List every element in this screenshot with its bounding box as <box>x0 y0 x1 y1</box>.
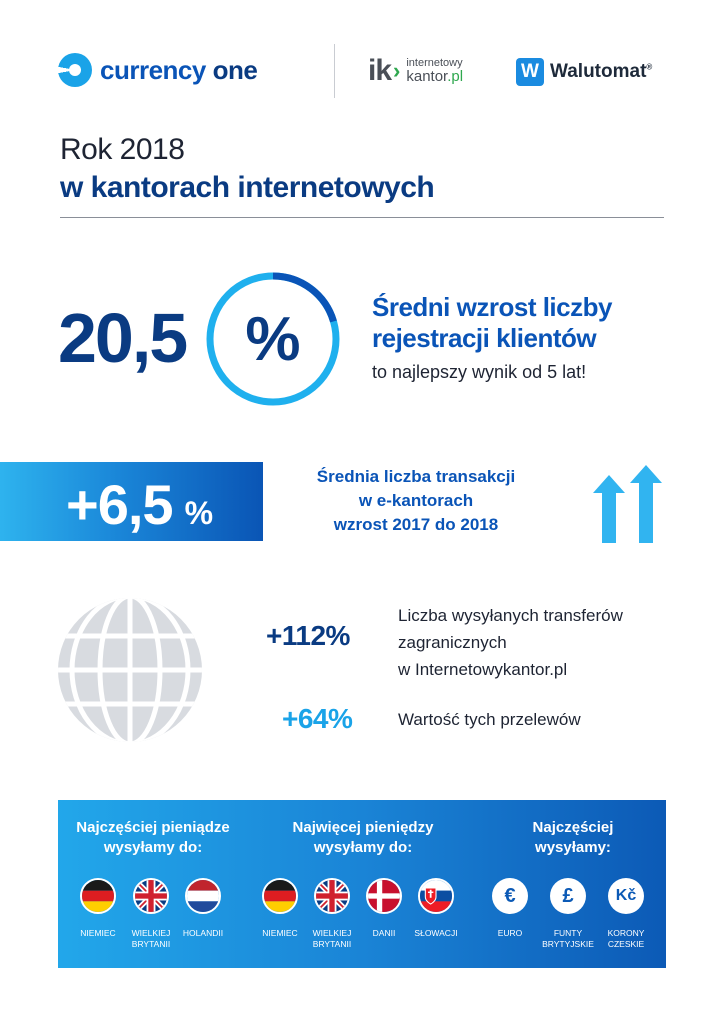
title-divider <box>60 217 664 218</box>
pound-icon: £ <box>550 878 586 914</box>
label-wielkiej-brytanii-2: WIELKIEJ BRYTANII <box>312 928 352 949</box>
ik-mark: ik <box>368 54 392 87</box>
transfer-value-growth-text: Wartość tych przelewów <box>398 710 581 729</box>
label-slowacji: SŁOWACJI <box>414 928 458 938</box>
col1-heading: Najczęściej pieniądze wysyłamy do: <box>76 819 230 856</box>
transfers-growth-value: +112% <box>266 620 350 651</box>
walutomat-icon: W <box>516 58 544 86</box>
label-danii: DANII <box>372 928 396 938</box>
koruna-icon: Kč <box>608 878 644 914</box>
header-divider <box>334 44 335 98</box>
uk-flag-icon <box>314 878 350 914</box>
label-niemiec-1: NIEMIEC <box>80 928 116 938</box>
page-title-year: Rok 2018 <box>60 133 185 166</box>
currency-one-logo <box>58 50 257 90</box>
walutomat-logo <box>516 58 652 86</box>
internetowy-kantor-logo: ik › internetowy kantor.pl <box>368 54 464 87</box>
percent-sign: % <box>245 304 301 374</box>
germany-flag-icon <box>80 878 116 914</box>
uk-flag-icon <box>133 878 169 914</box>
registration-growth-value: 20,5 <box>58 299 187 377</box>
label-wielkiej-brytanii-1: WIELKIEJ BRYTANII <box>131 928 171 949</box>
col2-heading: Najwięcej pieniędzy wysyłamy do: <box>292 819 434 856</box>
denmark-flag-icon <box>366 878 402 914</box>
col3-heading: Najczęściej wysyłamy: <box>532 819 614 856</box>
currency-one-wordmark: currency one <box>100 54 258 85</box>
transfers-growth-text: Liczba wysyłanych transferów zagranicznych w Internetowykantor.pl <box>398 606 623 679</box>
destinations-panel <box>58 800 666 968</box>
label-euro: EURO <box>497 928 523 938</box>
germany-flag-icon <box>262 878 298 914</box>
currency-one-icon <box>58 53 92 87</box>
transfer-value-growth-value: +64% <box>282 703 353 734</box>
label-niemiec-2: NIEMIEC <box>262 928 298 938</box>
slovakia-flag-icon <box>418 878 454 914</box>
transactions-growth-text: Średnia liczba transakcji w e-kantorach wzrost 2017 do 2018 <box>316 467 516 534</box>
chevron-right-icon: › <box>393 58 401 83</box>
transactions-growth-value: +6,5 % <box>66 473 213 536</box>
globe-icon <box>56 596 204 744</box>
label-korony: KORONY CZESKIE <box>607 928 645 949</box>
registration-growth-subtitle: to najlepszy wynik od 5 lat! <box>372 362 587 382</box>
label-funty: FUNTY BRYTYJSKIE <box>542 928 594 949</box>
netherlands-flag-icon <box>185 878 221 914</box>
registration-growth-heading: Średni wzrost liczby rejestracji klientów <box>372 292 612 353</box>
page-title: w kantorach internetowych <box>60 171 435 204</box>
label-holandii: HOLANDII <box>182 928 224 938</box>
up-arrows-icon <box>590 463 666 545</box>
walutomat-wordmark: Walutomat® <box>550 61 653 82</box>
euro-icon: € <box>492 878 528 914</box>
